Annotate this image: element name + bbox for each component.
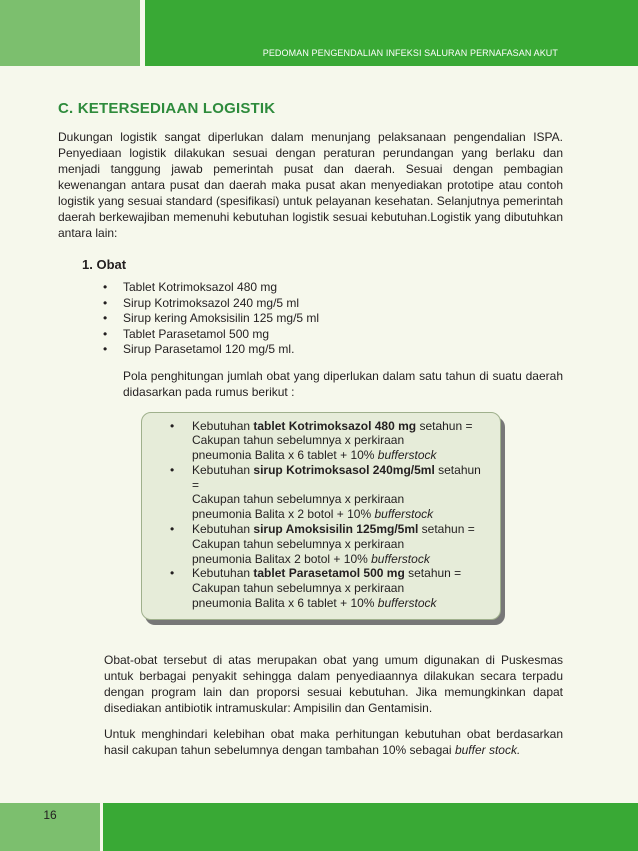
formula-line: pneumonia Balita x 6 tablet + 10%	[192, 596, 378, 611]
formula-item	[170, 419, 490, 463]
page-content	[58, 100, 563, 758]
formula-line: Cakupan tahun sebelumnya x perkiraan	[192, 581, 405, 596]
formula-line: Cakupan tahun sebelumnya x perkiraan	[192, 433, 405, 448]
formula-item	[170, 522, 490, 566]
formula-suffix: setahun =	[192, 462, 481, 492]
intro-paragraph: Dukungan logistik sangat diperlukan dalam menunjang pelaksanaan pengendalian ISPA. Penyediaan logistik dilakukan sesuai dengan peraturan perundangan yang berlaku dan menjadi tanggung jawab pemerintah pusat dan daerah. Sesuai dengan pembagian kewenangan antara pusat dan daerah maka pusat akan menyediakan prototipe atau contoh logistik yang sesuai standard (spesifikasi) untuk pelayanan kesehatan. Selanjutnya pemerintah daerah berkewajiban memenuhi kebutuhan logistik sesuai kebutuhan.Logistik yang dibutuhkan antara lain:	[58, 130, 563, 240]
obat-heading: 1. Obat	[82, 257, 127, 272]
pola-paragraph: Pola penghitungan jumlah obat yang diperlukan dalam satu tahun di suatu daerah didasarkan pada rumus berikut :	[123, 368, 563, 399]
running-header: PEDOMAN PENGENDALIAN INFEKSI SALURAN PERNAFASAN AKUT	[262, 48, 558, 58]
formula-drug: sirup Amoksisilin 125mg/5ml	[253, 522, 419, 537]
formula-line: pneumonia Balita x 2 botol + 10%	[192, 507, 375, 522]
formula-item	[170, 566, 490, 610]
list-item: • Sirup kering Amoksisilin 125 mg/5 ml	[103, 311, 563, 327]
closing-text: Untuk menghindari kelebihan obat maka perhitungan kebutuhan obat berdasarkan hasil cakupan tahun sebelumnya dengan tambahan 10% sebagai	[104, 726, 563, 757]
formula-suffix: setahun =	[418, 522, 475, 537]
formula-prefix: Kebutuhan	[192, 566, 254, 581]
closing-paragraph-2	[104, 726, 563, 758]
formula-bufferstock: bufferstock	[374, 507, 434, 522]
header-band-left	[0, 0, 140, 66]
formula-drug: tablet Kotrimoksazol 480 mg	[253, 418, 417, 433]
closing-buffer-stock: buffer stock.	[454, 742, 521, 757]
formula-prefix: Kebutuhan	[192, 418, 254, 433]
page-number: 16	[43, 808, 57, 822]
formula-drug: tablet Parasetamol 500 mg	[253, 566, 405, 581]
formula-bufferstock: bufferstock	[371, 551, 430, 566]
formula-suffix: setahun =	[404, 566, 462, 581]
list-item: • Tablet Parasetamol 500 mg	[103, 327, 563, 343]
closing-paragraph-1: Obat-obat tersebut di atas merupakan obat yang umum digunakan di Puskesmas untuk berbagai penyakit sehingga dalam penyediaannya dilakukan secara terpadu dengan program lain dan proporsi sesuai kebutuhan. Jika memungkinkan dapat disediakan antibiotik intramuskular: Ampisilin dan Gentamisin.	[104, 652, 563, 715]
formula-line: Cakupan tahun sebelumnya x perkiraan	[192, 492, 405, 507]
list-item: • Sirup Parasetamol 120 mg/5 ml.	[103, 342, 563, 358]
formula-prefix: Kebutuhan	[192, 462, 254, 477]
formula-line: pneumonia Balita x 6 tablet + 10%	[192, 448, 378, 463]
footer-band-right	[103, 803, 638, 851]
formula-item	[170, 463, 490, 522]
obat-list	[58, 280, 563, 358]
formula-box	[141, 412, 501, 620]
section-title: C. KETERSEDIAAN LOGISTIK	[58, 100, 276, 117]
formula-box-wrapper	[141, 412, 501, 620]
formula-line: Cakupan tahun sebelumnya x perkiraan	[192, 536, 405, 551]
list-item: • Sirup Kotrimoksazol 240 mg/5 ml	[103, 296, 563, 312]
formula-bufferstock: bufferstock	[377, 596, 437, 611]
list-item: • Tablet Kotrimoksazol 480 mg	[103, 280, 563, 296]
formula-line: pneumonia Balitax 2 botol + 10%	[192, 551, 372, 566]
formula-prefix: Kebutuhan	[192, 522, 254, 537]
formula-bufferstock: bufferstock	[377, 448, 437, 463]
formula-drug: sirup Kotrimoksasol 240mg/5ml	[253, 462, 435, 477]
formula-suffix: setahun =	[416, 418, 473, 433]
